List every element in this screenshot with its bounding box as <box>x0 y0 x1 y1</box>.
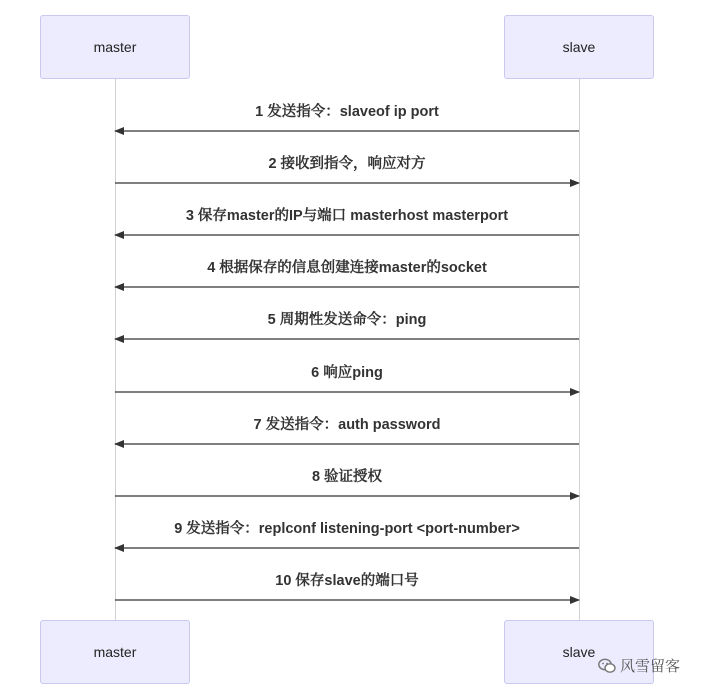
message-label-7: 7 发送指令：auth password <box>253 417 441 433</box>
message-label-10: 10 保存slave的端口号 <box>275 573 419 589</box>
actor-label: master <box>93 644 137 660</box>
message-label-2: 2 接收到指令，响应对方 <box>268 156 426 172</box>
message-label-3: 3 保存master的IP与端口 masterhost masterport <box>185 208 509 224</box>
actor-label: slave <box>562 644 596 660</box>
message-label-9: 9 发送指令：replconf listening-port <port-number> <box>174 521 520 537</box>
actor-master-bottom <box>40 620 190 684</box>
actor-label: slave <box>562 39 596 55</box>
watermark-text: 风雪留客 <box>620 658 681 675</box>
message-label-1: 1 发送指令：slaveof ip port <box>255 104 439 120</box>
watermark <box>598 655 680 676</box>
wechat-icon <box>598 658 616 674</box>
actor-label: master <box>93 39 137 55</box>
message-label-8: 8 验证授权 <box>311 469 383 485</box>
message-label-5: 5 周期性发送命令：ping <box>267 312 427 328</box>
message-label-6: 6 响应ping <box>311 365 383 381</box>
message-label-4: 4 根据保存的信息创建连接master的socket <box>207 260 487 276</box>
